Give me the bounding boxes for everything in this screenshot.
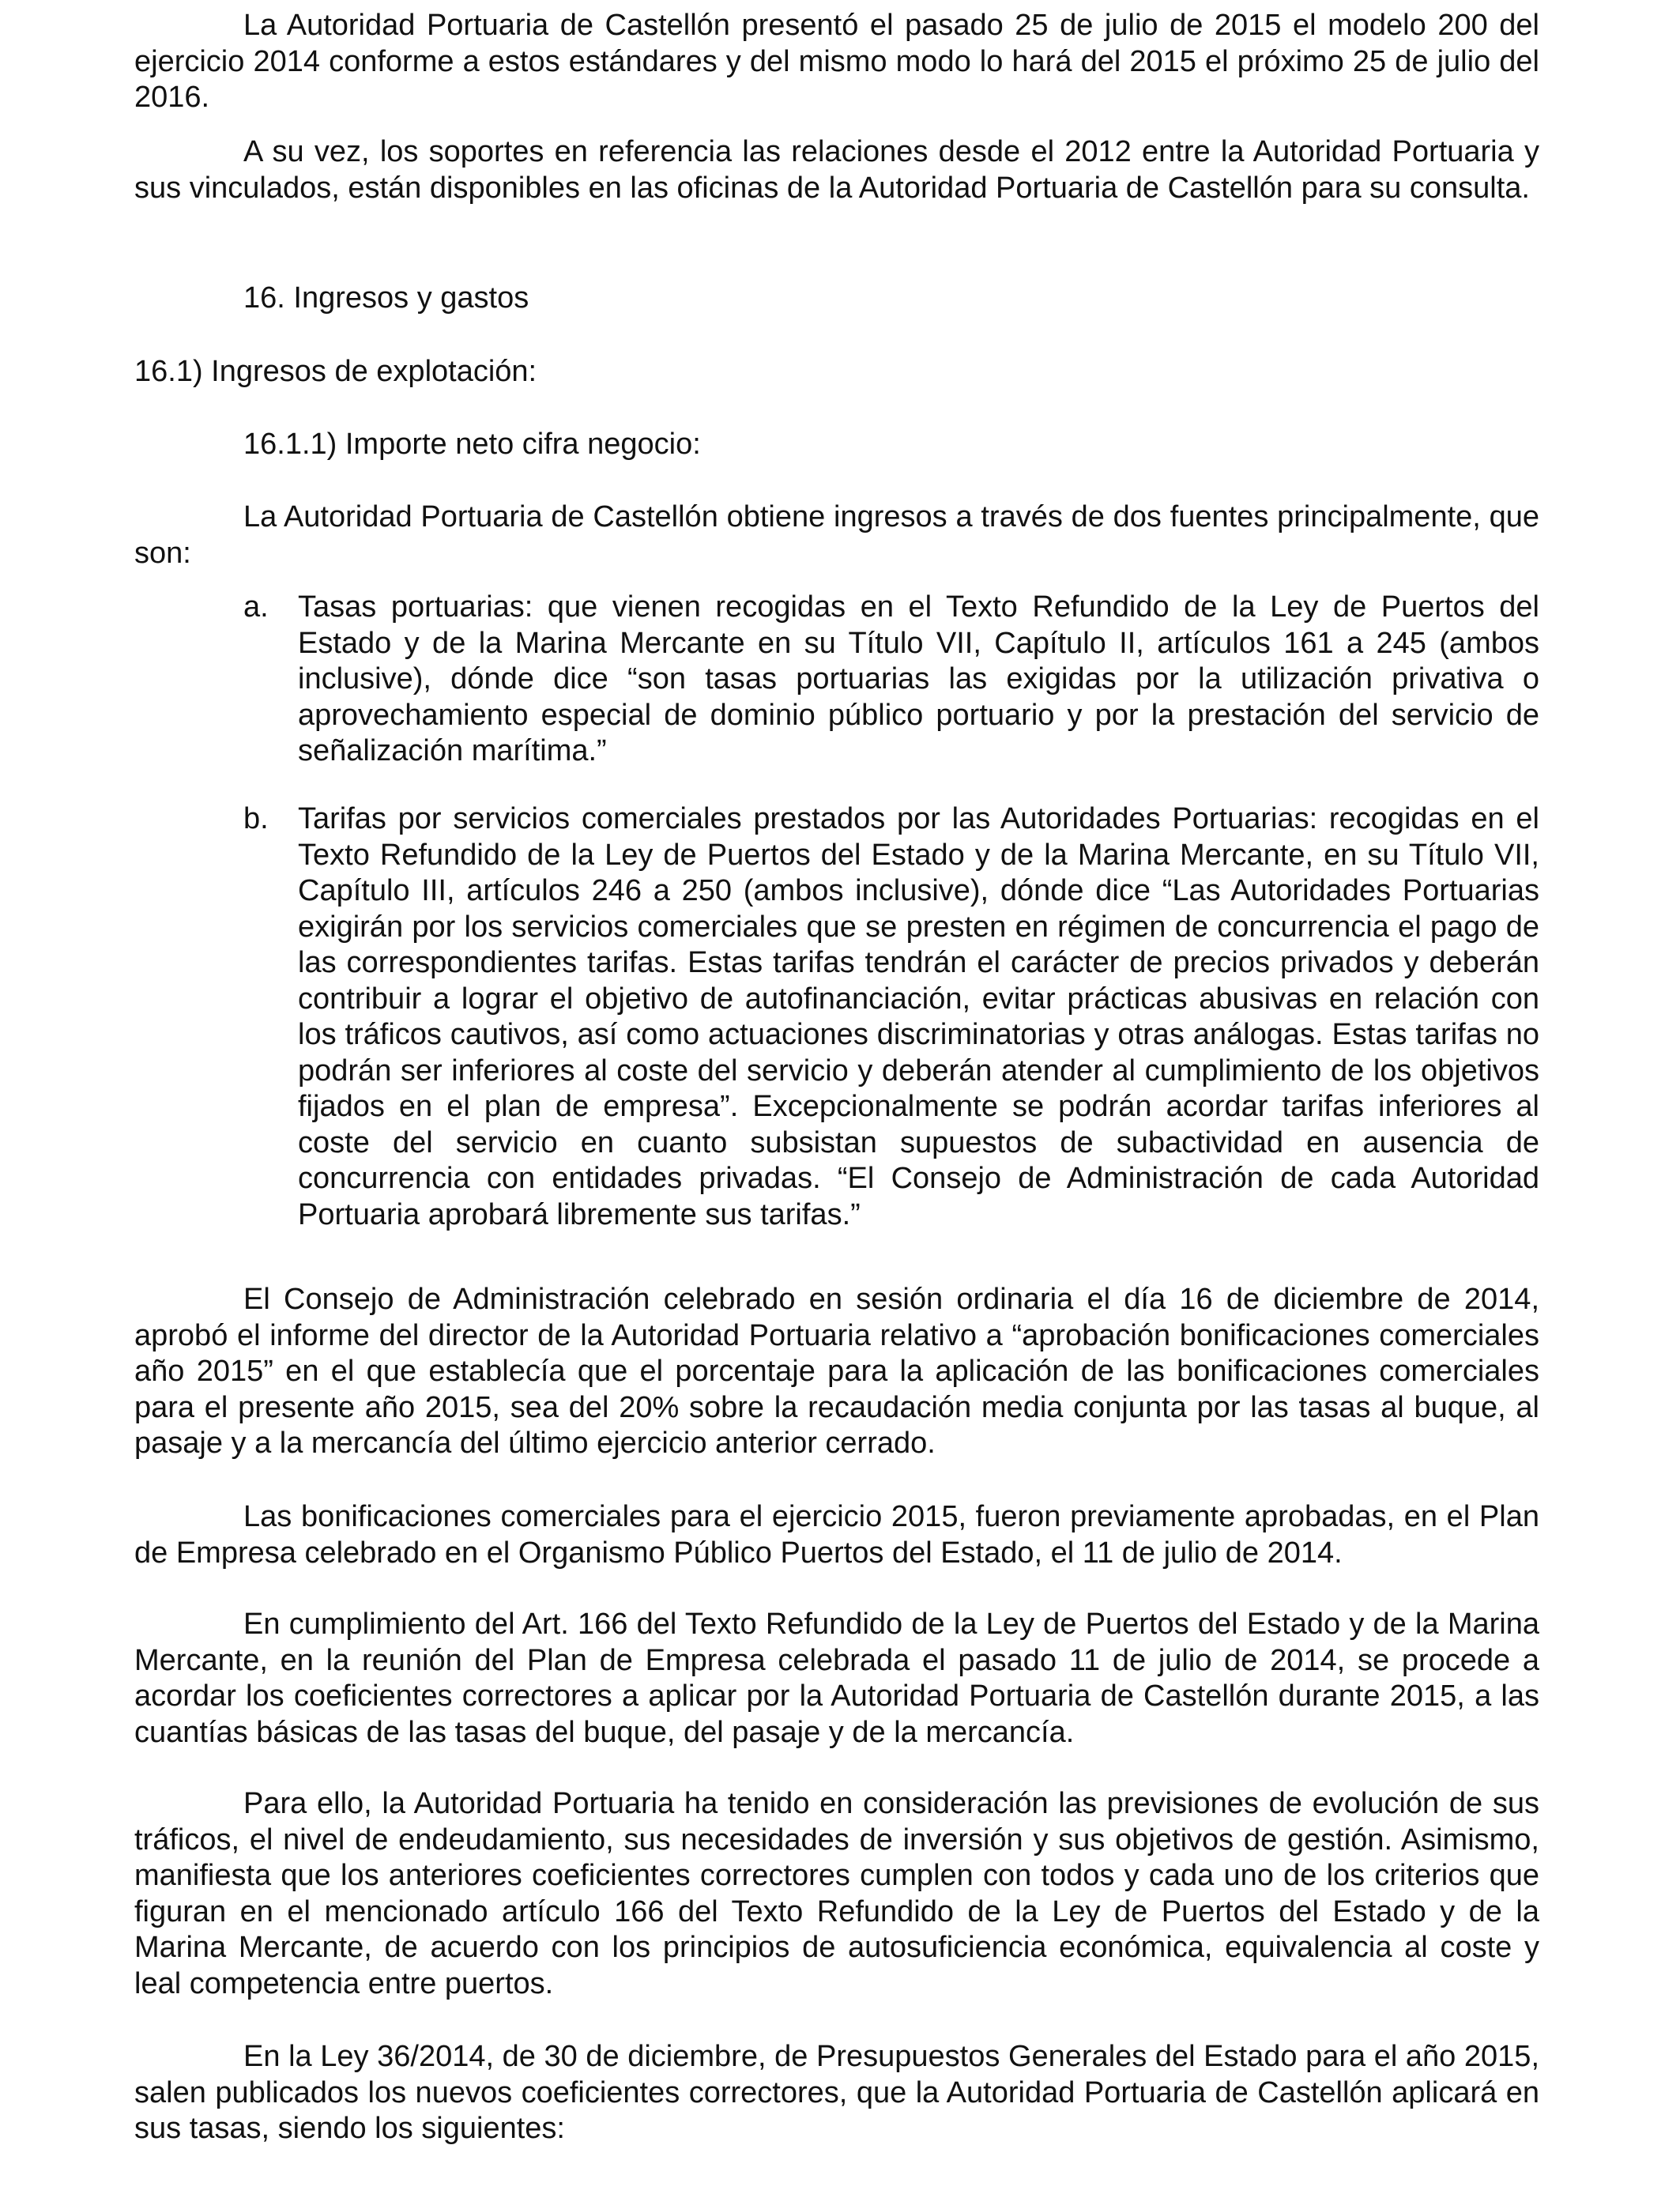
list-marker: b. xyxy=(243,802,269,835)
paragraph-soportes-vinculados: A su vez, los soportes en referencia las relaciones desde el 2012 entre la Autoridad Portuaria y sus vinculados, están disponibles en las oficinas de la Autoridad Portuaria de Castellón para su consulta. xyxy=(134,135,1539,205)
section-heading-16: 16. Ingresos y gastos xyxy=(243,281,529,315)
list-item-tarifas-comerciales xyxy=(134,801,1539,1233)
section-heading-16-1: 16.1) Ingresos de explotación: xyxy=(134,355,537,388)
paragraph-intro-fuentes: La Autoridad Portuaria de Castellón obtiene ingresos a través de dos fuentes principalmente, que son: xyxy=(134,500,1539,570)
list-marker: a. xyxy=(243,590,269,624)
paragraph-modelo-200: La Autoridad Portuaria de Castellón presentó el pasado 25 de julio de 2015 el modelo 200 del ejercicio 2014 conforme a estos estándares y del mismo modo lo hará del 2015 el próximo 25 de julio del 2016. xyxy=(134,9,1539,114)
paragraph-ley-presupuestos: En la Ley 36/2014, de 30 de diciembre, de Presupuestos Generales del Estado para el año 2015, salen publicados los nuevos coeficientes correctores, que la Autoridad Portuaria de Castellón aplicará en sus tasas, siendo los siguientes: xyxy=(134,2040,1539,2145)
list-item-tasas-portuarias xyxy=(134,590,1539,770)
section-heading-16-1-1: 16.1.1) Importe neto cifra negocio: xyxy=(243,428,701,461)
income-sources-list-b xyxy=(134,801,1539,1233)
list-item-text: Tarifas por servicios comerciales prestados por las Autoridades Portuarias: recogidas en el Texto Refundido de la Ley de Puertos del Estado y de la Marina Mercante, en su Título VII, Capítulo III, artículos 246 a 250 (ambos inclusive), dónde dice “Las Autoridades Portuarias exigirán por los servicios comerciales que se presten en régimen de concurrencia el pago de las correspondientes tarifas. Estas tarifas tendrán el carácter de precios privados y deberán contribuir a lograr el objetivo de autofinanciación, evitar prácticas abusivas en relación con los tráficos cautivos, así como actuaciones discriminatorias y otras análogas. Estas tarifas no podrán ser inferiores al coste del servicio y deberán atender al cumplimiento de los objetivos fijados en el plan de empresa”. Excepcionalmente se podrán acordar tarifas inferiores al coste del servicio en cuanto subsistan supuestos de subactividad en ausencia de concurrencia con entidades privadas. “El Consejo de Administración de cada Autoridad Portuaria aprobará libremente sus tarifas.” xyxy=(298,802,1539,1231)
income-sources-list xyxy=(134,590,1539,770)
paragraph-consejo-administracion: El Consejo de Administración celebrado en sesión ordinaria el día 16 de diciembre de 2014, aprobó el informe del director de la Autoridad Portuaria relativo a “aprobación bonificaciones comerciales año 2015” en el que establecía que el porcentaje para la aplicación de las bonificaciones comerciales para el presente año 2015, sea del 20% sobre la recaudación media conjunta por las tasas al buque, al pasaje y a la mercancía del último ejercicio anterior cerrado. xyxy=(134,1283,1539,1460)
paragraph-cumplimiento-art-166: En cumplimiento del Art. 166 del Texto Refundido de la Ley de Puertos del Estado y de la Marina Mercante, en la reunión del Plan de Empresa celebrada el pasado 11 de julio de 2014, se procede a acordar los coeficientes correctores a aplicar por la Autoridad Portuaria de Castellón durante 2015, a las cuantías básicas de las tasas del buque, del pasaje y de la mercancía. xyxy=(134,1608,1539,1749)
list-item-text: Tasas portuarias: que vienen recogidas en el Texto Refundido de la Ley de Puertos del Estado y de la Marina Mercante en su Título VII, Capítulo II, artículos 161 a 245 (ambos inclusive), dónde dice “son tasas portuarias las exigidas por la utilización privativa o aprovechamiento especial de dominio público portuario y por la prestación del servicio de señalización marítima.” xyxy=(298,590,1539,767)
paragraph-previsiones: Para ello, la Autoridad Portuaria ha tenido en consideración las previsiones de evolución de sus tráficos, el nivel de endeudamiento, sus necesidades de inversión y sus objetivos de gestión. Asimismo, manifiesta que los anteriores coeficientes correctores cumplen con todos y cada uno de los criterios que figuran en el mencionado artículo 166 del Texto Refundido de la Ley de Puertos del Estado y de la Marina Mercante, de acuerdo con los principios de autosuficiencia económica, equivalencia al coste y leal competencia entre puertos. xyxy=(134,1787,1539,2000)
paragraph-bonificaciones: Las bonificaciones comerciales para el ejercicio 2015, fueron previamente aprobadas, en el Plan de Empresa celebrado en el Organismo Público Puertos del Estado, el 11 de julio de 2014. xyxy=(134,1500,1539,1570)
